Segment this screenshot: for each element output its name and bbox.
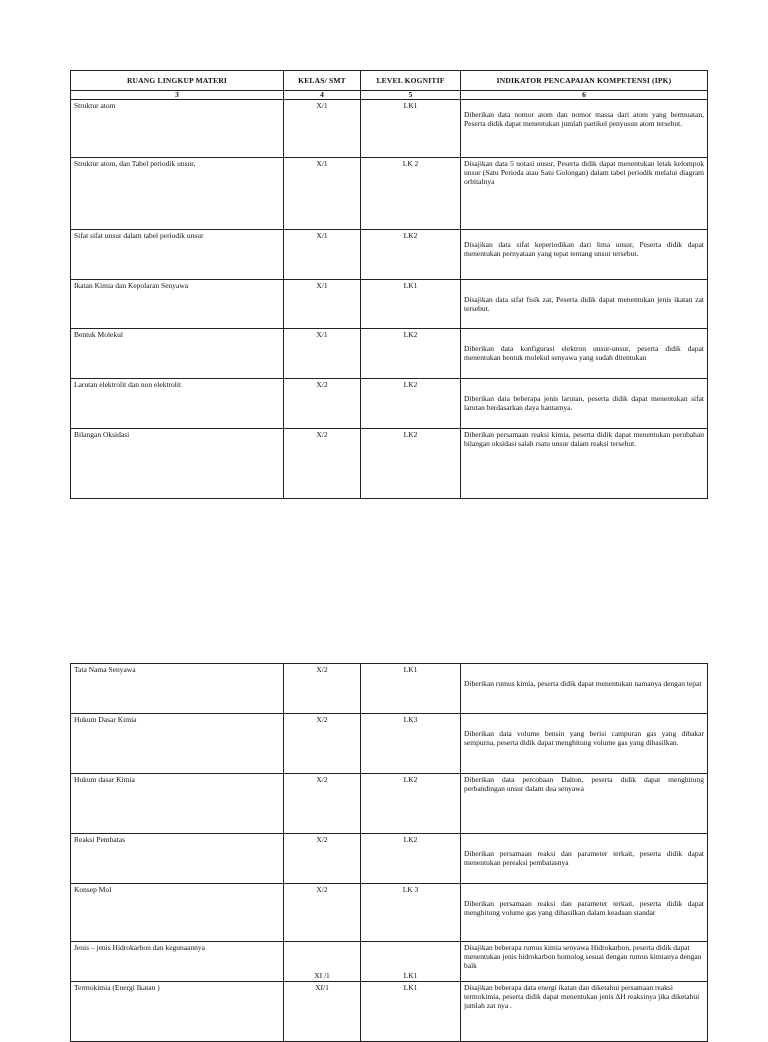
header-kelas: KELAS/ SMT (284, 71, 361, 91)
table-row (71, 834, 708, 884)
ipk-text: Diberikan persamaan reaksi dan parameter terkait, peserta didik dapat menghitung volume gas yang dihasilkan dalam keadaan standar (464, 899, 704, 917)
materi-cell (71, 329, 284, 379)
materi-cell: Struktur atom (71, 100, 284, 158)
ipk-cell: Disajikan data 5 notasi unsur, Peserta didik dapat menentukan letak kelompok unsur (Satu Perioda atau Satu Golongan) dalam tabel periodik melalui diagram orbitalnya (461, 158, 708, 230)
ipk-text: Diberikan rumus kimia, peserta didik dapat menentukan namanya dengan tepat (464, 679, 702, 688)
materi-cell: Struktur atom, dan Tabel periodik unsur, (71, 158, 284, 230)
kelas-cell: X/1 (284, 280, 361, 329)
table-row (71, 884, 708, 942)
level-cell (361, 884, 461, 942)
level-cell: LK1 (361, 982, 461, 1042)
kelas-cell (284, 329, 361, 379)
table-row (71, 942, 708, 982)
ipk-cell (461, 714, 708, 774)
level-cell (361, 834, 461, 884)
level-cell (361, 329, 461, 379)
kelas-cell: X/2 (284, 429, 361, 499)
level-text: LK 3 (402, 885, 419, 894)
level-cell: LK2 (361, 379, 461, 429)
materi-cell (71, 884, 284, 942)
ipk-text: Diberikan persamaan reaksi dan parameter terkait, peserta didik dapat menentukan pereaksi pembatasnya (464, 849, 704, 867)
table-row (71, 379, 708, 429)
ipk-cell (461, 379, 708, 429)
table-row (71, 664, 708, 714)
level-text: LK2 (403, 330, 418, 339)
table-ipk-1 (70, 70, 708, 499)
materi-text: Bentuk Molekul (74, 330, 123, 339)
kelas-cell: X/1 (284, 100, 361, 158)
kelas-cell (284, 942, 361, 982)
header-level: LEVEL KOGNITIF (361, 71, 461, 91)
materi-cell: Tata Nama Senyawa (71, 664, 284, 714)
table-row (71, 774, 708, 834)
materi-cell: Jenis – jenis Hidrokarbon dan kegunaannya (71, 942, 284, 982)
materi-cell: Larutan elektrolit dan non elektrolit (71, 379, 284, 429)
ipk-cell (461, 100, 708, 158)
materi-text: Ikatan Kimia dan Kepolaran Senyawa (74, 281, 189, 290)
level-cell (361, 942, 461, 982)
level-cell: LK2 (361, 429, 461, 499)
table-row (71, 714, 708, 774)
table-row (71, 230, 708, 280)
kelas-cell (284, 884, 361, 942)
ipk-text: Diberikan data beberapa jenis larutan, peserta didik dapat menentukan sifat larutan berdasarkan daya hantarnya. (464, 394, 704, 412)
table-row (71, 158, 708, 230)
ipk-cell: Disajikan beberapa data energi ikatan dan diketahui persamaan reaksi termokimia, peserta didik dapat menentukan jenis ΔH reaksinya jika diketahui jumlah zat nya . (461, 982, 708, 1042)
col-number: 6 (461, 91, 708, 100)
materi-cell (71, 280, 284, 329)
kelas-cell: XI/1 (284, 982, 361, 1042)
table-row (71, 329, 708, 379)
ipk-text: Diberikan data volume bensin yang berisi campuran gas yang dibakar sempurna, peserta didik dapat menghitung volume gas yang dihasilkan. (464, 729, 704, 747)
ipk-text: Disajikan data sifat keperiodikan dari lima unsur, Peserta didik dapat menentukan pernyataan yang tepat tentang unsur tersebut. (464, 240, 704, 258)
kelas-cell: X/1 (284, 158, 361, 230)
table-row (71, 982, 708, 1042)
level-cell: LK 2 (361, 158, 461, 230)
level-cell: LK1 (361, 664, 461, 714)
kelas-cell: X/2 (284, 379, 361, 429)
ipk-cell (461, 329, 708, 379)
header-ipk: INDIKATOR PENCAPAIAN KOMPETENSI (IPK) (461, 71, 708, 91)
header-ruang-lingkup: RUANG LINGKUP MATERI (71, 71, 284, 91)
kelas-text: XI /1 (314, 971, 330, 980)
table-ipk-2 (70, 663, 708, 1042)
materi-cell: Hukum Dasar Kimia (71, 714, 284, 774)
kelas-cell: X/2 (284, 714, 361, 774)
level-cell: LK1 (361, 100, 461, 158)
materi-cell: Sifat sifat unsur dalam tabel periodik unsur (71, 230, 284, 280)
ipk-cell (461, 834, 708, 884)
kelas-cell: X/1 (284, 230, 361, 280)
ipk-text: Diberikan data konfigurasi elektron unsur-unsur, peserta didik dapat menentukan bentuk molekul senyawa yang sudah ditentukan (464, 344, 704, 362)
materi-text: Konsep Mol (74, 885, 112, 894)
kelas-cell (284, 834, 361, 884)
ipk-cell (461, 230, 708, 280)
level-text: LK1 (403, 971, 418, 980)
kelas-cell: X/2 (284, 774, 361, 834)
level-cell: LK2 (361, 774, 461, 834)
ipk-cell (461, 664, 708, 714)
materi-cell: Bilangan Oksidasi (71, 429, 284, 499)
ipk-cell: Disajikan beberapa rumus kimia senyawa Hidrokarbon, peserta didik dapat menentukan jenis hidrokarbon homolog sesuai dengan rumus kimianya dengan baik (461, 942, 708, 982)
ipk-cell: Diberikan data percobaan Dalton, peserta didik dapat menghitung perbandingan unsur dalam dua senyawa (461, 774, 708, 834)
level-cell: LK1 (361, 280, 461, 329)
ipk-text: Disajikan data sifat fisik zat, Peserta didik dapat menentukan jenis ikatan zat tersebut. (464, 295, 704, 313)
col-number: 5 (361, 91, 461, 100)
table-row (71, 100, 708, 158)
materi-text: Reaksi Pembatas (74, 835, 126, 844)
kelas-text: X/1 (316, 330, 328, 339)
materi-cell: Hukum dasar Kimia (71, 774, 284, 834)
level-cell: LK2 (361, 230, 461, 280)
table-row (71, 429, 708, 499)
ipk-cell (461, 280, 708, 329)
materi-cell (71, 834, 284, 884)
col-number: 4 (284, 91, 361, 100)
ipk-text: Diberikan data nomor atom dan nomor massa dari atom yang bermuatan, Peserta didik dapat menentukan jumlah partikel penyusun atom tersebut. (464, 110, 704, 128)
level-text: LK2 (403, 835, 418, 844)
materi-cell: Termokimia (Energi Ikatan ) (71, 982, 284, 1042)
ipk-cell (461, 884, 708, 942)
col-number: 3 (71, 91, 284, 100)
level-cell: LK3 (361, 714, 461, 774)
kelas-text: X/2 (316, 885, 328, 894)
table-row (71, 280, 708, 329)
kelas-cell: X/2 (284, 664, 361, 714)
ipk-cell: Diberikan persamaan reaksi kimia, peserta didik dapat menentukan perubahan bilangan oksidasi salah rsatu unsur dalam reaksi tersebut. (461, 429, 708, 499)
kelas-text: X/2 (316, 835, 328, 844)
